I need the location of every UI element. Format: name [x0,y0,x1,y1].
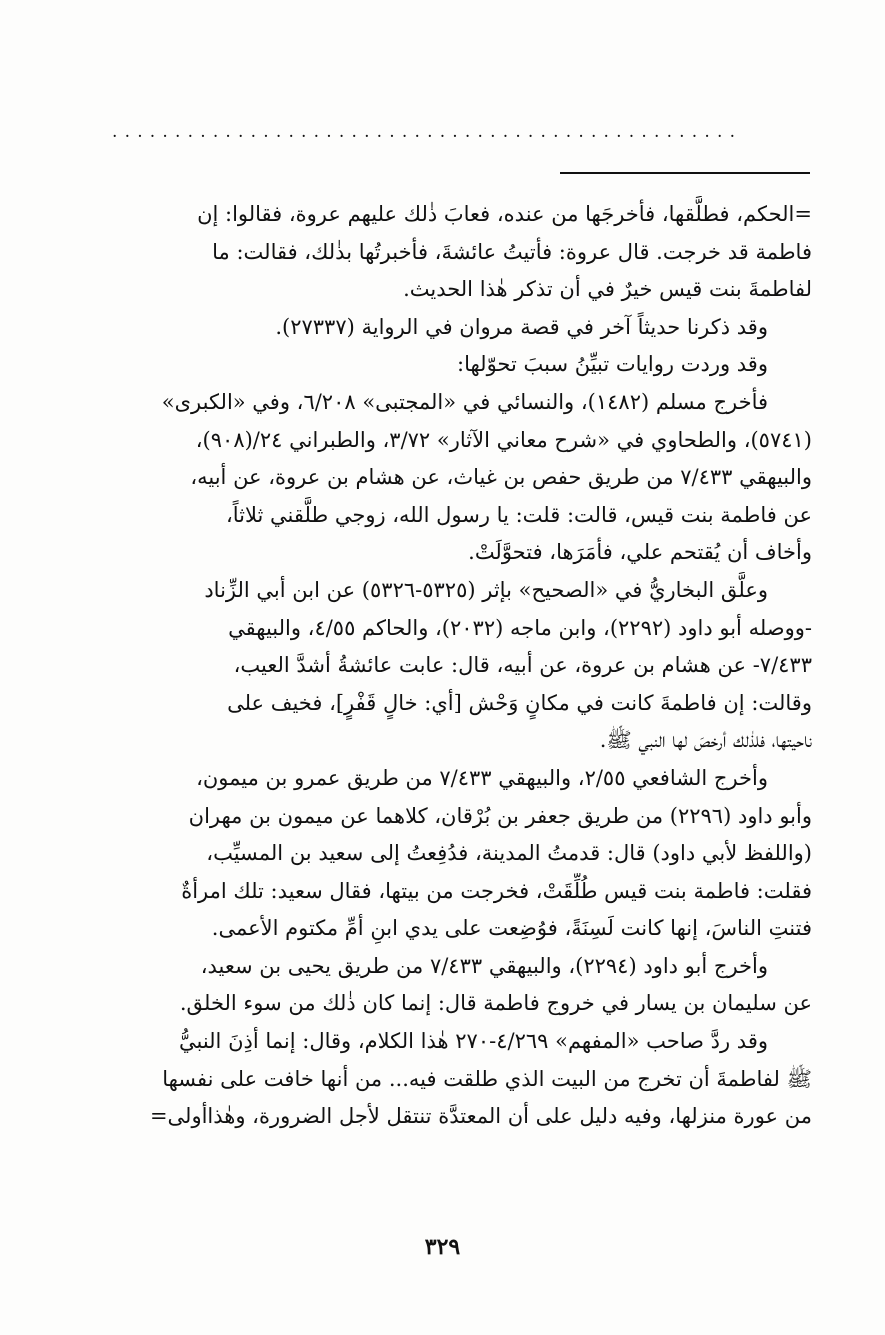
text-line: لفاطمةَ بنت قيس خيرٌ في أن تذكر هٰذا الحديث. [403,277,812,302]
text-line: ٧/٤٣٣- عن هشام بن عروة، عن أبيه، قال: عابت عائشةُ أشدَّ العيب، [233,653,812,678]
text-line: =الحكم، فطلَّقها، فأخرجَها من عنده، فعابَ ذٰلك عليهم عروة، فقالوا: إن [197,202,812,226]
text-line: وعلَّق البخاريُّ في «الصحيح» بإثر (٥٣٢٥-٥٣٢٦) عن ابن أبي الزِّناد [204,577,768,602]
text-line: (واللفظ لأبي داود) قال: قدمتُ المدينة، فدُفِعتُ إلى سعيد بن المسيِّب، [206,841,812,866]
text-line: وأخرج أبو داود (٢٢٩٤)، والبيهقي ٧/٤٣٣ من طريق يحيى بن سعيد، [200,953,768,978]
text-line: وقد ذكرنا حديثاً آخر في قصة مروان في الرواية (٢٧٣٣٧). [275,314,768,339]
text-line: من عورة منزلها، وفيه دليل على أن المعتدَّة تنتقل لأجل الضرورة، وهٰذاأولى= [149,1104,812,1129]
page-number: ٣٢٩ [424,1234,461,1260]
footnote-text [112,196,812,1136]
text-line: وأبو داود (٢٢٩٦) من طريق جعفر بن بُرْقان، كلاهما عن ميمون بن مهران [188,803,812,828]
text-line: فتنتِ الناسَ، إنها كانت لَسِنَةً، فوُضِعت على يدي ابنِ أمِّ مكتوم الأعمى. [211,916,812,941]
text-line: وقد وردت روايات تبيِّنُ سببَ تحوّلها: [457,352,768,377]
text-line: فأخرج مسلم (١٤٨٢)، والنسائي في «المجتبى» ٦/٢٠٨، وفي «الكبرى» [161,389,768,414]
text-line: (٥٧٤١)، والطحاوي في «شرح معاني الآثار» ٣/٧٢، والطبراني ٢٤/(٩٠٨)، [195,427,812,452]
text-line: والبيهقي ٧/٤٣٣ من طريق حفص بن غياث، عن هشام بن عروة، عن أبيه، [190,465,812,490]
separator-dots: .................................................. [112,122,743,142]
text-line: عن فاطمة بنت قيس، قالت: قلت: يا رسول الله، زوجي طلَّقني ثلاثاً، [225,502,812,527]
text-line: -ووصله أبو داود (٢٢٩٢)، وابن ماجه (٢٠٣٢)، والحاكم ٤/٥٥، والبيهقي [228,615,812,640]
text-line: فقلت: فاطمة بنت قيس طُلِّقَتْ، فخرجت من بيتها، فقال سعيد: تلك امرأةٌ [181,878,812,903]
text-line: فاطمة قد خرجت. قال عروة: فأتيتُ عائشةَ، فأخبرتُها بذٰلك، فقالت: ما [212,239,812,264]
text-line: وأخرج الشافعي ٢/٥٥، والبيهقي ٧/٤٣٣ من طريق عمرو بن ميمون، [196,765,768,790]
text-line: وأخاف أن يُقتحم علي، فأمَرَها، فتحوَّلَتْ. [468,540,812,565]
text-line: ﷺ لفاطمةَ أن تخرج من البيت الذي طلقت فيه... من أنها خافت على نفسها [162,1066,812,1091]
footnote-rule [560,172,810,174]
text-line: وقد ردَّ صاحب «المفهم» ٤/٢٦٩-٢٧٠ هٰذا الكلام، وقال: إنما أذِنَ النبيُّ [178,1029,768,1054]
text-line: ناحيتها، فلذٰلك أرخصَ لها النبي ﷺ. [599,728,812,753]
text-line: عن سليمان بن يسار في خروج فاطمة قال: إنما كان ذٰلك من سوء الخلق. [179,991,812,1016]
text-line: وقالت: إن فاطمةَ كانت في مكانٍ وَحْش [أي: خالٍ قَفْرٍ]، فخيف على [227,690,812,715]
